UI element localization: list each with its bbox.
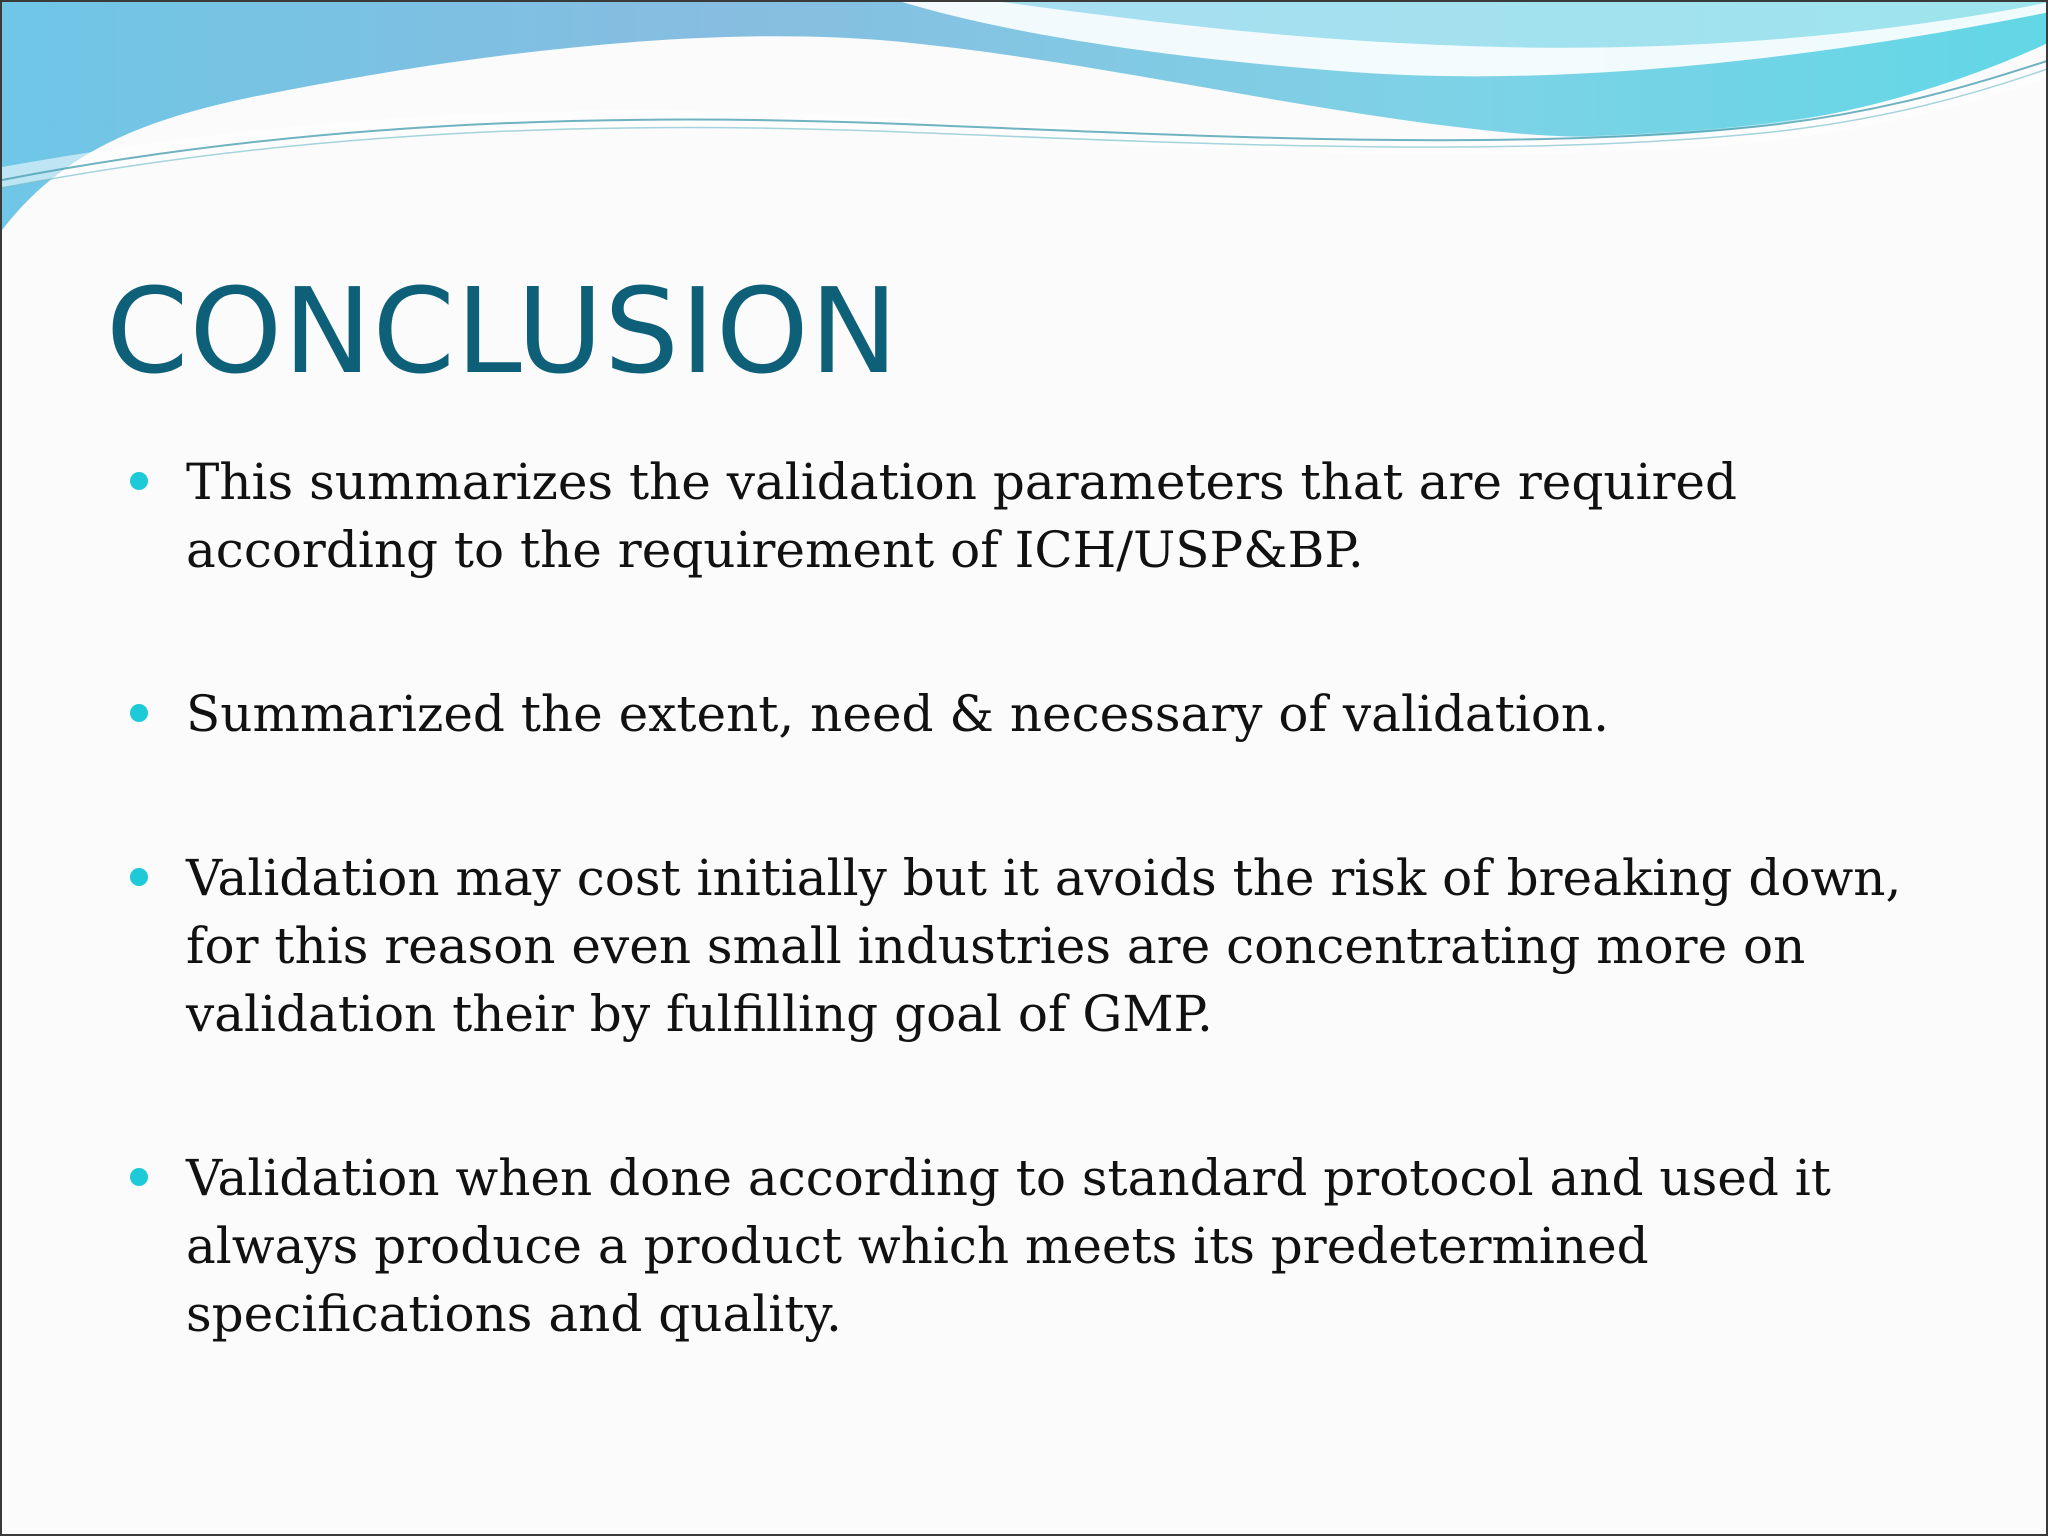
bullet-marker-icon (130, 868, 148, 886)
bullet-text: Summarized the extent, need & necessary of validation. (186, 685, 1610, 743)
bullet-item (126, 448, 1986, 584)
header-wave-decoration (2, 2, 2048, 262)
bullet-item (126, 1144, 1986, 1348)
bullet-marker-icon (130, 704, 148, 722)
bullet-marker-icon (130, 1168, 148, 1186)
bullet-marker-icon (130, 472, 148, 490)
bullet-text: This summarizes the validation parameters that are required according to the requirement of ICH/USP&BP. (186, 453, 1738, 579)
bullet-text: Validation when done according to standard protocol and used it always produce a product which meets its predetermined specifications and quality. (186, 1149, 1831, 1343)
bullet-item (126, 844, 1986, 1048)
bullet-item (126, 680, 1986, 748)
slide-title: CONCLUSION (106, 262, 900, 400)
bullet-text: Validation may cost initially but it avoids the risk of breaking down, for this reason even small industries are concentrating more on validation their by fulfilling goal of GMP. (186, 849, 1902, 1043)
bullet-list (126, 448, 1986, 1348)
